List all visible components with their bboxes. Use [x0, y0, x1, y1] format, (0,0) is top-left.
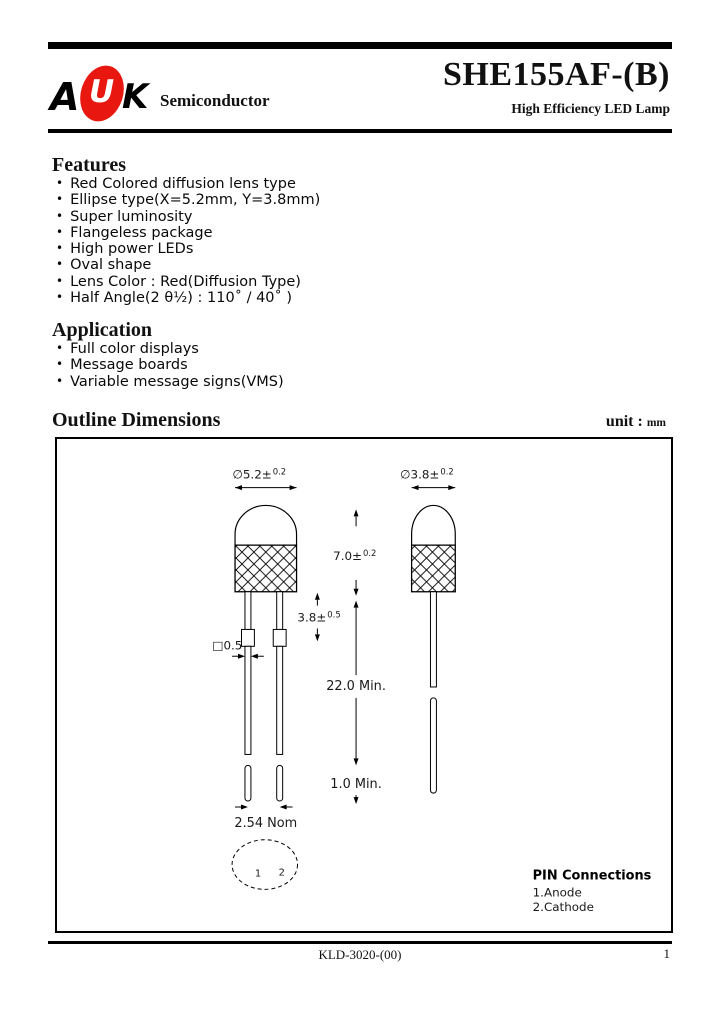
led-lead-tip [430, 698, 436, 793]
bottom-view-pin2-mark: 2 [278, 867, 286, 879]
led-lead [277, 646, 283, 754]
brand-name: Semiconductor [160, 91, 270, 110]
led-front-view [235, 505, 297, 801]
dim-side-width-label: ∅3.8± [400, 467, 440, 482]
dim-body-height-label: 7.0± [333, 549, 363, 564]
feature-item: • Ellipse type(X=5.2mm, Y=3.8mm) [56, 192, 476, 208]
led-front-body-hatch [235, 545, 297, 592]
application-heading: Application [52, 319, 153, 341]
pin-connections-heading: PIN Connections [532, 868, 652, 884]
dim-pitch [234, 805, 297, 831]
led-bottom-view [232, 840, 297, 890]
bottom-view-pin1-mark: 1 [254, 868, 262, 880]
feature-item: • Flangeless package [56, 225, 476, 241]
led-lead [245, 592, 251, 630]
led-lead-standoff [241, 629, 254, 646]
unit-value: mm [646, 417, 666, 429]
application-item: • Message boards [56, 357, 476, 373]
dim-standoff-tol: 0.5 [327, 609, 341, 620]
dim-side-width-tol: 0.2 [440, 466, 454, 477]
dim-lead-length-label: 22.0 Min. [326, 678, 386, 694]
feature-item: • Red Colored diffusion lens type [56, 176, 476, 192]
dim-standoff-label: 3.8± [297, 610, 327, 625]
unit-indicator [606, 413, 666, 431]
led-lead [245, 646, 251, 754]
dim-lead-square-label: □0.5 [212, 638, 243, 653]
logo-letter-a: A [50, 75, 80, 119]
dim-lead-square [212, 638, 264, 658]
logo-letter-u: U [89, 74, 115, 110]
led-lead-standoff [273, 629, 286, 646]
feature-item: • Super luminosity [56, 209, 476, 225]
led-side-view [412, 505, 456, 793]
led-side-body-hatch [412, 545, 456, 592]
footer-rule [48, 941, 672, 944]
dim-side-width [400, 467, 455, 490]
dim-body-height-tol: 0.2 [363, 548, 377, 559]
dim-pitch-label: 2.54 Nom [234, 815, 298, 831]
led-lead-tip [277, 765, 283, 801]
dim-tip-length [330, 777, 382, 804]
dim-front-width-tol: 0.2 [272, 466, 287, 477]
led-lead [277, 592, 283, 630]
led-side-dome [412, 505, 456, 545]
feature-item: • Half Angle(2 θ½) : 110˚ / 40˚ ) [56, 290, 476, 306]
led-lead-tip [245, 765, 251, 801]
logo-letter-k: K [122, 77, 149, 117]
unit-label: unit : [605, 413, 643, 430]
part-number-title: SHE155AF-(B) [443, 56, 670, 93]
dim-front-width [233, 467, 297, 490]
product-subtitle: High Efficiency LED Lamp [511, 101, 670, 116]
application-list [56, 341, 476, 390]
dim-lead-length [326, 601, 386, 766]
features-list [56, 176, 476, 306]
dim-standoff [297, 593, 340, 642]
feature-item: • Oval shape [56, 257, 476, 273]
bottom-view-ellipse [232, 840, 297, 890]
top-rule [48, 42, 672, 49]
feature-item: • High power LEDs [56, 241, 476, 257]
pin-connections [533, 868, 652, 914]
document-number: KLD-3020-(00) [318, 947, 402, 962]
feature-item: • Lens Color : Red(Diffusion Type) [56, 274, 476, 290]
dim-front-width-label: ∅5.2± [232, 467, 272, 482]
led-front-dome [235, 505, 297, 545]
application-item: • Full color displays [56, 341, 476, 357]
page-number: 1 [663, 946, 670, 961]
pin2-label: 2.Cathode [532, 900, 594, 915]
application-item: • Variable message signs(VMS) [56, 374, 476, 390]
outline-heading: Outline Dimensions [52, 409, 221, 431]
dim-tip-length-label: 1.0 Min. [330, 777, 382, 793]
dim-body-height [333, 509, 376, 595]
outline-drawing-box [55, 437, 673, 933]
header-divider-rule [48, 129, 672, 133]
features-heading: Features [52, 154, 127, 176]
pin1-label: 1.Anode [532, 885, 582, 900]
led-lead [430, 592, 436, 687]
outline-drawing [57, 439, 671, 931]
